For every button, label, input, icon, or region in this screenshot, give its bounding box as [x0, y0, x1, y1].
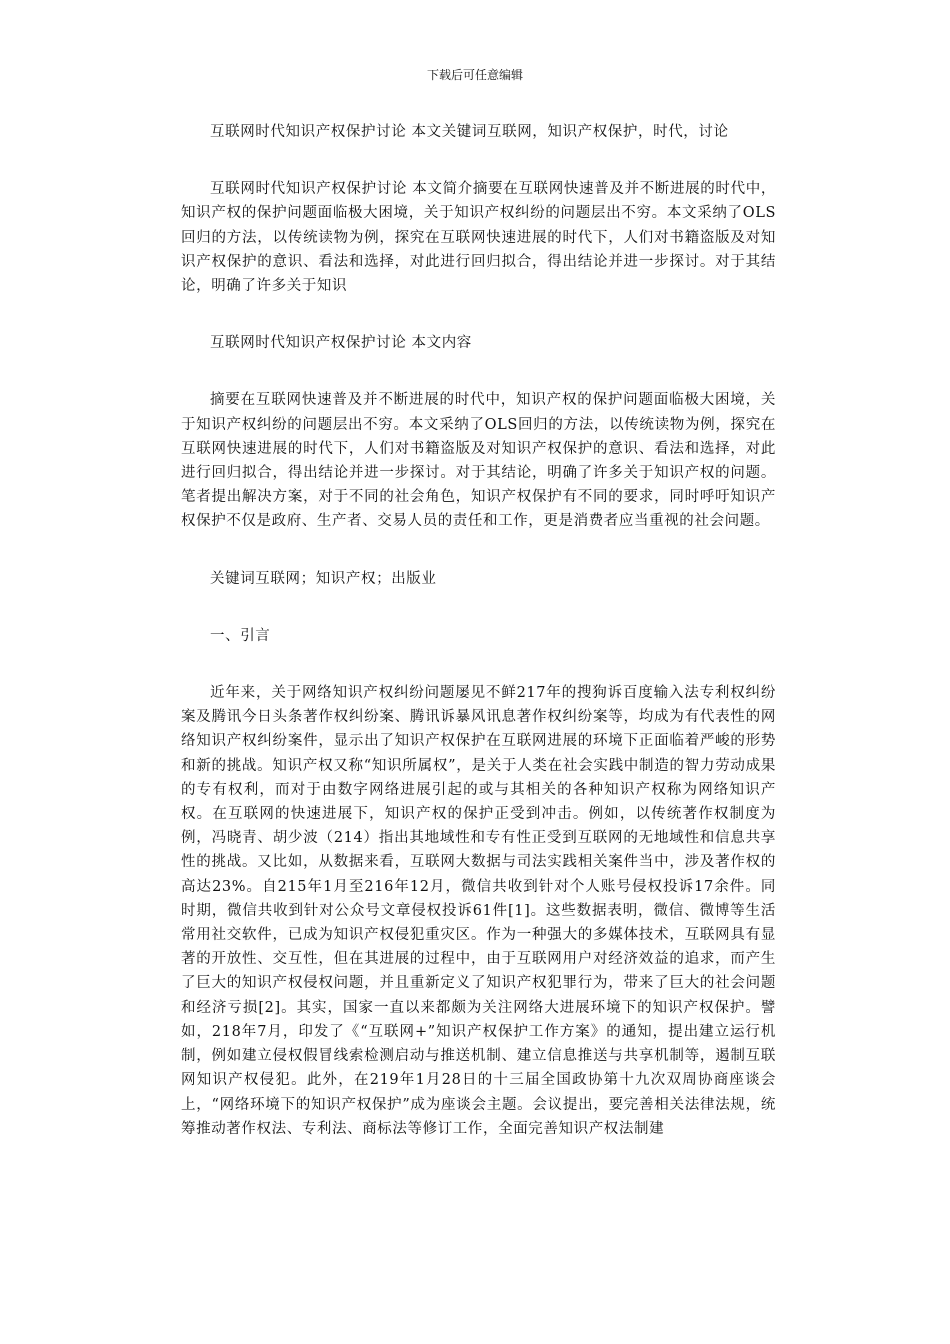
title-keywords-paragraph: 互联网时代知识产权保护讨论 本文关键词互联网，知识产权保护，时代，讨论 — [210, 124, 729, 140]
summary-paragraph: 互联网时代知识产权保护讨论 本文简介摘要在互联网快速普及并不断进展的时代中，知识产权的保护问题面临极大困境，关于知识产权纠纷的问题层出不穷。本文采纳了OLS回归的方法，以传统读物为例，探究在互联网快速进展的时代下，人们对书籍盗版及对知识产权保护的意识、看法和选择，对此进行回归拟合，得出结论并进一步探讨。对于其结论，明确了许多关于知识 — [181, 181, 776, 295]
keywords-paragraph: 关键词互联网；知识产权；出版业 — [210, 570, 437, 587]
abstract-paragraph: 摘要在互联网快速普及并不断进展的时代中，知识产权的保护问题面临极大困境，关于知识产权纠纷的问题层出不穷。本文采纳了OLS回归的方法，以传统读物为例，探究在互联网快速进展的时代下，人们对书籍盗版及对知识产权保护的意识、看法和选择，对此进行回归拟合，得出结论并进一步探讨。对于其结论，明确了许多关于知识产权的问题。笔者提出解决方案，对于不同的社会角色，知识产权保护有不同的要求，同时呼吁知识产权保护不仅是政府、生产者、交易人员的责任和工作，更是消费者应当重视的社会问题。 — [181, 392, 776, 530]
document-body — [181, 120, 776, 1174]
section-heading-introduction: 一、引言 — [210, 627, 271, 644]
page-header: 下载后可任意编辑 — [426, 68, 523, 82]
content-heading: 互联网时代知识产权保护讨论 本文内容 — [210, 335, 472, 352]
introduction-body-paragraph: 近年来，关于网络知识产权纠纷问题屡见不鲜217年的搜狗诉百度输入法专利权纠纷案及腾讯今日头条著作权纠纷案、腾讯诉暴风讯息著作权纠纷案等，均成为有代表性的网络知识产权纠纷案件，显示出了知识产权保护在互联网进展的环境下正面临着严峻的形势和新的挑战。知识产权又称“知识所属权”，是关于人类在社会实践中制造的智力劳动成果的专有权利，而对于由数字网络进展引起的或与其相关的各种知识产权称为网络知识产权。在互联网的快速进展下，知识产权的保护正受到冲击。例如，以传统著作权制度为例，冯晓青、胡少波（214）指出其地域性和专有性正受到互联网的无地域性和信息共享性的挑战。又比如，从数据来看，互联网大数据与司法实践相关案件当中，涉及著作权的高达23%。自215年1月至216年12月，微信共收到针对个人账号侵权投诉17余件。同时期，微信共收到针对公众号文章侵权投诉61件[1]。这些数据表明，微信、微博等生活常用社交软件，已成为知识产权侵犯重灾区。作为一种强大的多媒体技术，互联网具有显著的开放性、交互性，但在其进展的过程中，由于互联网用户对经济效益的追求，而产生了巨大的知识产权侵权问题，并且重新定义了知识产权犯罪行为，带来了巨大的社会问题和经济亏损[2]。其实，国家一直以来都颇为关注网络大进展环境下的知识产权保护。譬如，218年7月，印发了《“互联网+”知识产权保护工作方案》的通知，提出建立运行机制，例如建立侵权假冒线索检测启动与推送机制、建立信息推送与共享机制等，遏制互联网知识产权侵犯。此外，在219年1月28日的十三届全国政协第十九次双周协商座谈会上，“网络环境下的知识产权保护”成为座谈会主题。会议提出，要完善相关法律法规，统筹推动著作权法、专利法、商标法等修订工作，全面完善知识产权法制建 — [181, 685, 776, 1137]
